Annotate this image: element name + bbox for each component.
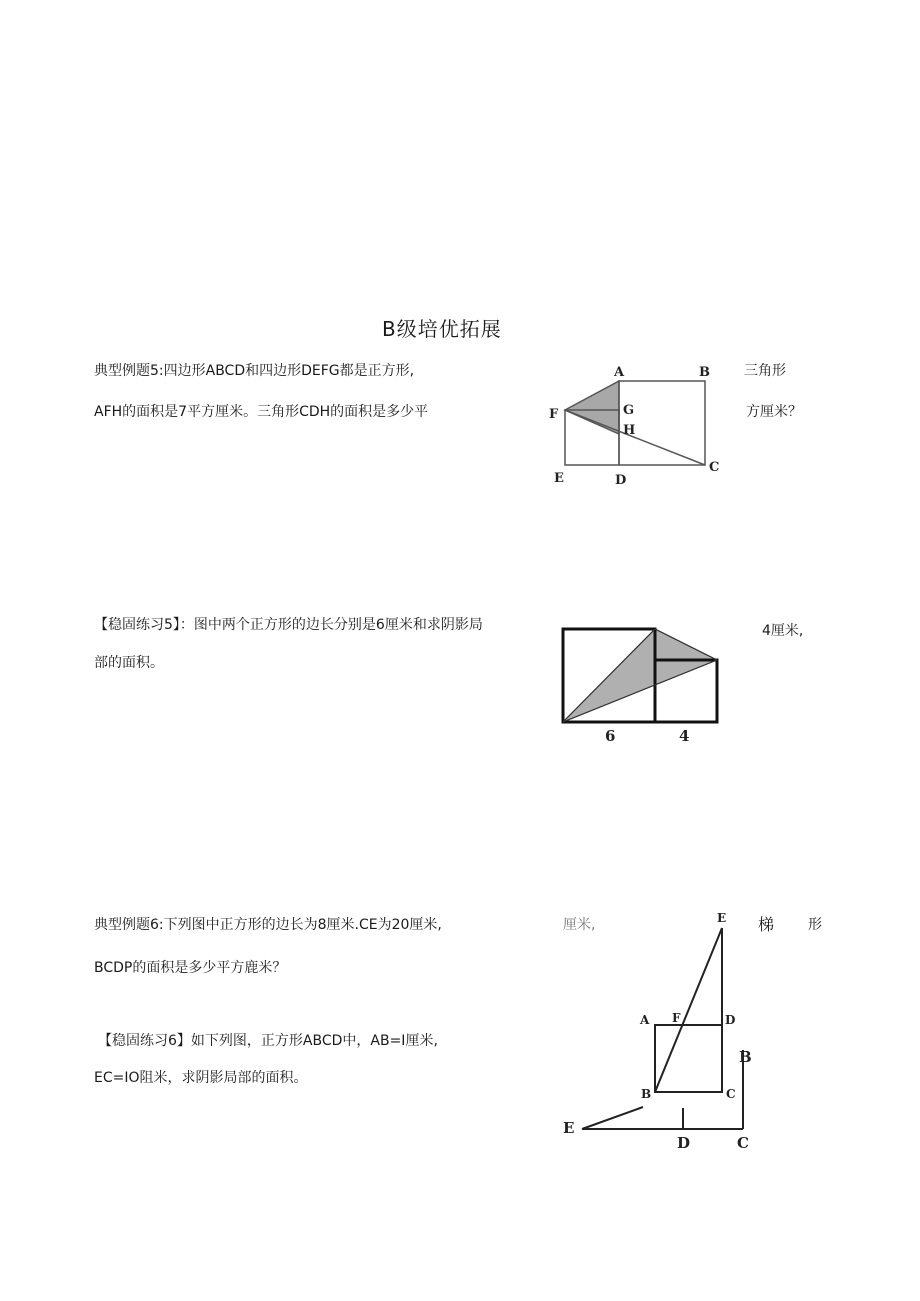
example5-line2: AFH的面积是7平方厘米。三角形CDH的面积是多少平 — [94, 404, 429, 420]
label-d: D — [615, 473, 627, 488]
label-h: H — [623, 423, 636, 438]
label-e: E — [554, 471, 564, 486]
label-e: E — [717, 911, 727, 925]
example5-right2: 方厘米？ — [746, 404, 802, 420]
example6-line2: BCDP的面积是多少平方鹿米？ — [94, 960, 287, 976]
practice6-figure — [555, 1040, 765, 1155]
label-f: F — [549, 407, 559, 422]
label-d: D — [677, 1134, 691, 1152]
label-four: 4 — [679, 727, 690, 745]
example5-figure — [545, 360, 725, 492]
example6-right2: 形 — [808, 917, 822, 933]
practice5-line2: 部的面积。 — [94, 655, 164, 671]
practice5-figure — [555, 620, 730, 750]
label-c: C — [737, 1134, 749, 1152]
example5-line1: 典型例题5:四边形ABCD和四边形DEFG都是正方形, — [94, 363, 415, 379]
example6-line1: 典型例题6:下列图中正方形的边长为8厘米.CE为20厘米, — [94, 917, 442, 933]
label-f: F — [672, 1011, 681, 1025]
label-d: D — [725, 1013, 736, 1027]
label-b: B — [739, 1048, 752, 1066]
practice6-line2: EC=IO阻米，求阴影局部的面积。 — [94, 1070, 308, 1086]
example5-right1: 三角形 — [744, 363, 786, 379]
label-a: A — [640, 1013, 650, 1027]
practice6-line1: 【稳固练习6】如下列图，正方形ABCD中，AB=I厘米, — [98, 1033, 438, 1049]
label-six: 6 — [605, 727, 616, 745]
label-g: G — [623, 403, 635, 418]
line-e-up — [582, 1107, 643, 1129]
practice5-right1: 4厘米, — [762, 623, 804, 639]
shaded-triangle-afh — [565, 381, 619, 434]
example6-right1: 梯 — [758, 915, 775, 934]
label-e: E — [563, 1119, 575, 1137]
label-b: B — [641, 1087, 652, 1098]
label-c: C — [709, 460, 720, 475]
example6-fragment: 厘米, — [563, 917, 596, 933]
section-title: B级培优拓展 — [382, 317, 502, 341]
practice5-line1: 【稳固练习5】：图中两个正方形的边长分别是6厘米和求阴影局 — [94, 617, 483, 633]
label-b: B — [699, 365, 710, 380]
label-c: C — [726, 1087, 736, 1098]
shaded-triangle — [563, 629, 717, 722]
label-a: A — [614, 365, 625, 380]
